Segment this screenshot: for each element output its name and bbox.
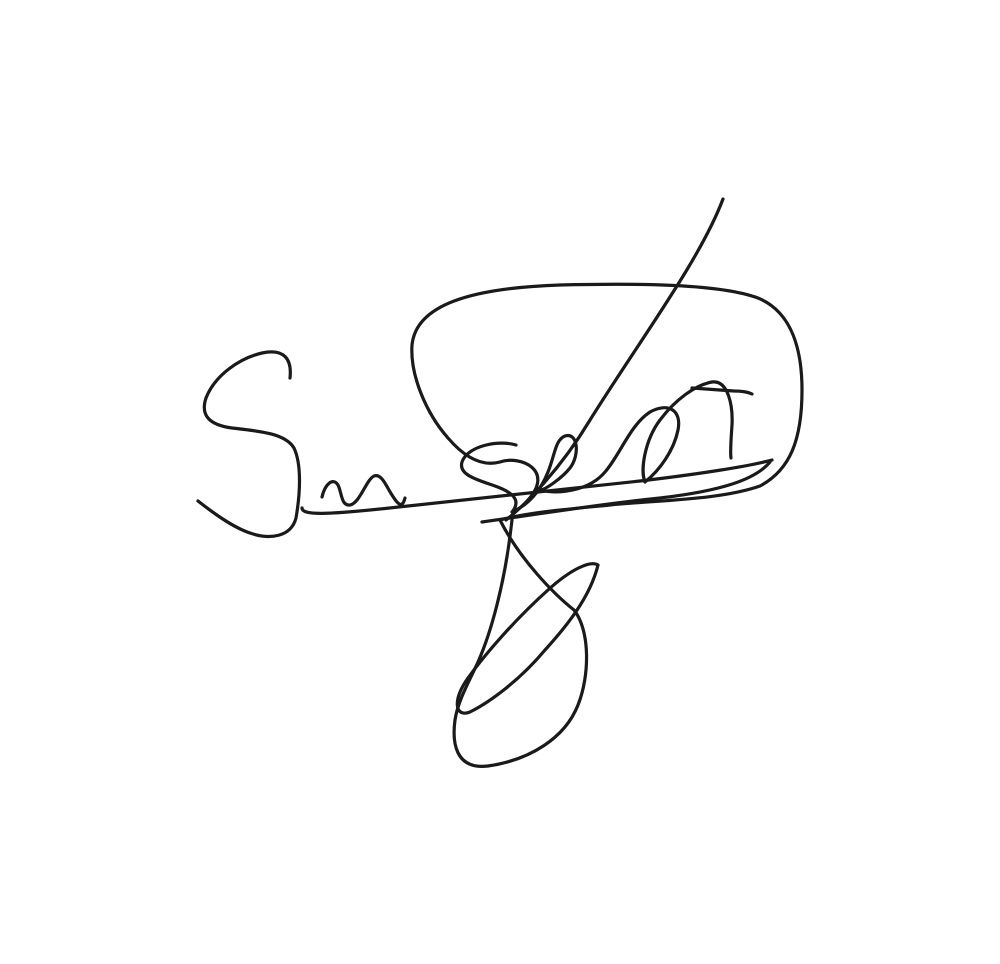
stroke-flourish: [457, 564, 598, 713]
stroke-diagonal: [506, 199, 723, 520]
stroke-letter-u: [322, 476, 405, 505]
stroke-t-bar: [692, 388, 752, 394]
stroke-letter-s: [198, 352, 300, 537]
stroke-loop: [412, 284, 802, 766]
